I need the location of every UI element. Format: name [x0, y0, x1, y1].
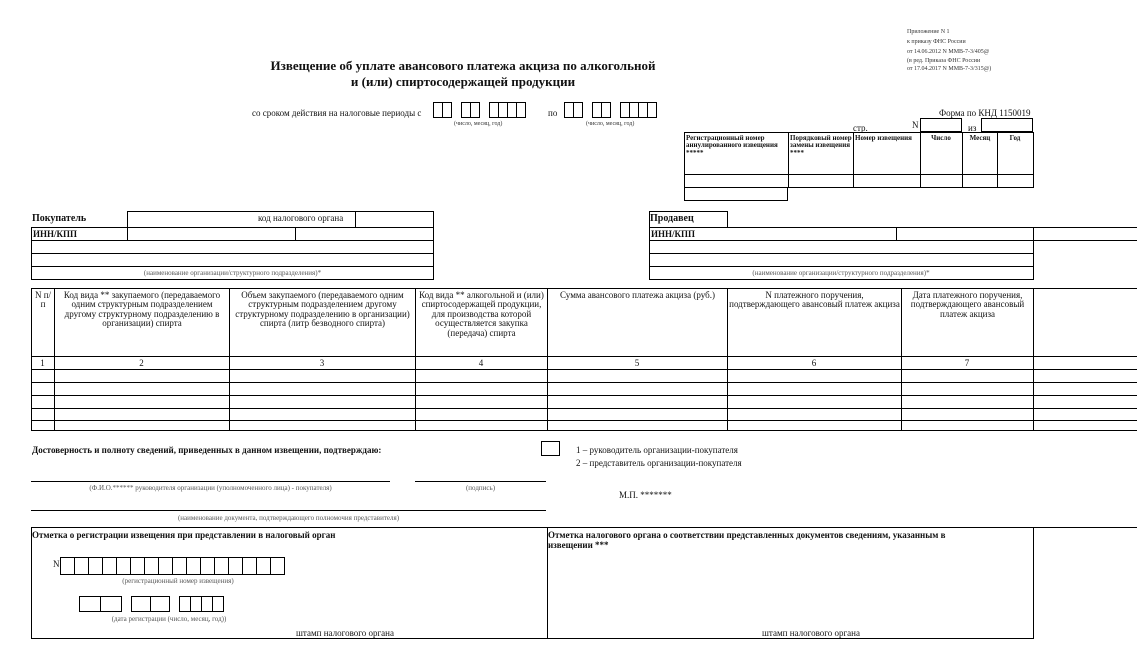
col-header-product-code: Код вида ** алкогольной и (или) спиртосодержащей продукции, для производства которой осуществляется закупка (передача) спирта [419, 290, 544, 338]
reg-mark-title: Отметка о регистрации извещения при представлении в налоговый орган [32, 530, 336, 540]
reg-col-number: Номер извещения [855, 134, 912, 142]
appendix-line-1: Приложение N 1 [907, 29, 950, 35]
reg-col-month: Месяц [969, 134, 991, 142]
form-knd: Форма по КНД 1150019 [939, 108, 1031, 118]
signer-type-input[interactable] [541, 441, 560, 456]
signature-caption: (подпись) [465, 484, 496, 492]
col-number-1: 1 [40, 358, 45, 368]
period-from-label: со сроком действия на налоговые периоды с [252, 108, 422, 118]
period-to-date-cells[interactable] [564, 102, 656, 118]
col-header-payment-order-number: N платежного поручения, подтверждающего авансовый платеж акциза [729, 290, 900, 310]
seller-org-input[interactable] [650, 241, 1032, 266]
col-number-3: 3 [319, 358, 325, 368]
buyer-org-input[interactable] [32, 241, 432, 266]
doc-line[interactable] [31, 510, 546, 511]
table-row[interactable] [31, 421, 1137, 430]
mp-label: М.П. ******* [619, 490, 672, 500]
reg-col-replacement: Порядковый номер замены извещения **** [790, 134, 852, 157]
reg-number-cells[interactable] [60, 557, 284, 575]
tax-mark-title-line-2: извещении *** [548, 540, 609, 550]
col-header-number: N п/п [34, 290, 52, 310]
page-number-label: N [912, 120, 919, 130]
seller-label: Продавец [650, 213, 694, 224]
appendix-line-4: (в ред. Приказа ФНС России [907, 58, 981, 64]
appendix-line-5: от 17.04.2017 N ММВ-7-3/315@) [907, 66, 992, 72]
buyer-org-caption: (наименование организации/структурного подразделения)* [143, 269, 322, 277]
page-total-input[interactable] [981, 118, 1033, 132]
reg-date-caption: (дата регистрации (число, месяц, год)) [111, 615, 227, 623]
appendix-line-3: от 14.06.2012 N ММВ-7-3/405@ [907, 49, 990, 55]
period-from-date-cells[interactable] [433, 102, 525, 118]
col-number-6: 6 [811, 358, 817, 368]
buyer-tax-code-input[interactable] [356, 212, 432, 226]
advance-payment-table [31, 288, 1137, 431]
buyer-tax-code-label: код налогового органа [258, 213, 344, 223]
table-row[interactable] [31, 370, 1137, 382]
page-number-input[interactable] [920, 118, 962, 132]
document-title-line-1: Извещение об уплате авансового платежа акциза по алкогольной [270, 58, 656, 73]
col-header-spirit-volume: Объем закупаемого (передаваемого одним структурным подразделением другому структурному подразделению в организации) спирта (литр безводного спирта) [235, 290, 410, 329]
signature-line[interactable] [415, 481, 546, 482]
page-of-label: из [968, 123, 977, 133]
tax-mark-stamp: штамп налогового органа [762, 628, 860, 638]
table-row[interactable] [31, 409, 1137, 420]
col-header-advance-sum: Сумма авансового платежа акциза (руб.) [560, 290, 715, 300]
fio-line[interactable] [31, 481, 390, 482]
reg-annulled-extra-row[interactable] [684, 187, 788, 201]
signer-option-1: 1 – руководитель организации-покупателя [576, 445, 738, 455]
reg-col-year: Год [1009, 134, 1021, 142]
buyer-label: Покупатель [32, 213, 87, 224]
tax-mark-title-line-1: Отметка налогового органа о соответствии представленных документов сведениям, указанным в [548, 530, 946, 540]
col-header-spirit-code: Код вида ** закупаемого (передаваемого одним структурным подразделением другому структурному подразделению в организации) спирта [63, 290, 221, 329]
doc-caption: (наименование документа, подтверждающего полномочия представителя) [177, 514, 400, 522]
buyer-inn-input[interactable] [128, 228, 393, 240]
col-header-payment-order-date: Дата платежного поручения, подтверждающего авансовый платеж акциза [910, 290, 1025, 319]
seller-inn-label: ИНН/КПП [651, 229, 696, 239]
reg-number-caption: (регистрационный номер извещения) [122, 577, 234, 585]
col-number-5: 5 [634, 358, 640, 368]
col-number-2: 2 [139, 358, 144, 368]
period-from-caption: (число, месяц, год) [454, 121, 503, 127]
col-number-4: 4 [478, 358, 484, 368]
signer-option-2: 2 – представитель организации-покупателя [576, 458, 742, 468]
registration-table [684, 132, 1034, 188]
period-to-label: по [548, 108, 558, 118]
table-row[interactable] [31, 383, 1137, 395]
reg-mark-stamp: штамп налогового органа [296, 628, 394, 638]
document-title-line-2: и (или) спиртосодержащей продукции [350, 74, 576, 89]
buyer-inn-label: ИНН/КПП [33, 229, 78, 239]
reg-col-annulled: Регистрационный номер аннулированного извещения ***** [686, 134, 778, 157]
seller-org-caption: (наименование организации/структурного подразделения)* [752, 269, 930, 277]
seller-inn-input[interactable] [728, 228, 893, 240]
page-label: стр. [853, 123, 868, 133]
reg-col-day: Число [931, 134, 951, 142]
appendix-line-2: к приказу ФНС России [907, 39, 966, 45]
reg-mark-n-label: N [53, 559, 60, 569]
fio-caption: (Ф.И.О.****** руководителя организации (уполномоченного лица) - покупателя) [89, 484, 332, 492]
table-row[interactable] [31, 396, 1137, 408]
col-number-7: 7 [964, 358, 970, 368]
confirm-text: Достоверность и полноту сведений, приведенных в данном извещении, подтверждаю: [32, 445, 382, 455]
reg-date-cells[interactable] [79, 596, 223, 612]
period-to-caption: (число, месяц, год) [586, 121, 635, 127]
